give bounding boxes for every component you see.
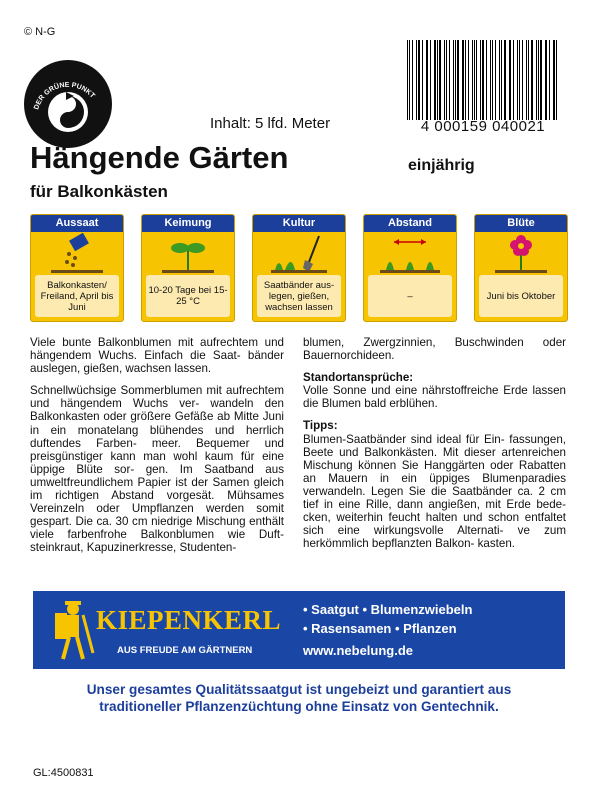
barcode-bar — [545, 40, 546, 120]
barcode-bars — [407, 40, 559, 120]
info-panel-abstand — [363, 214, 457, 322]
barcode-bar — [531, 40, 533, 120]
barcode-bar — [495, 40, 496, 120]
description-right-column — [303, 336, 566, 559]
panel-header: Kultur — [253, 215, 345, 232]
barcode-bar — [517, 40, 518, 120]
barcode-bar — [490, 40, 491, 120]
kiepenkerl-figure-icon — [49, 595, 97, 665]
barcode-bar — [455, 40, 456, 120]
tips-paragraph: Blumen-Saatbänder sind ideal für Ein- fassungen, Beete und Balkonkästen. Mit dieser artenreichen Mischung können Sie Hanggärten oder Rabatten an Mauern in ein üppiges Blumenparadies verwandeln. Legen Sie die Saatbänder ca. 2 cm tief in eine Rille, dann angießen, mit Erde bede- cken, weiterhin feucht halten und schon entfaltet sich eine wirkungsvolle Alternati- ve zum herkömmlich bepflanzten Balkon- kasten. — [303, 432, 566, 551]
barcode-bar — [546, 40, 547, 120]
brand-banner — [33, 591, 565, 669]
info-panel-keimung — [141, 214, 235, 322]
location-heading: Standortansprüche: — [303, 371, 414, 385]
barcode-bar — [412, 40, 413, 120]
barcode-bar — [449, 40, 450, 120]
intro-paragraph: Viele bunte Balkonblumen mit aufrechtem und hängendem Wuchs. Einfach die Saat- bänder auslegen, gießen, wachsen lassen. — [30, 336, 284, 376]
copyright-note: © N-G — [24, 26, 56, 38]
panel-text: Balkonkasten/ Freiland, April bis Juni — [35, 275, 119, 317]
barcode-bar — [453, 40, 454, 120]
barcode-bar — [474, 40, 475, 120]
barcode-bar — [427, 40, 428, 120]
annual-label: einjährig — [408, 157, 475, 174]
barcode-bar — [468, 40, 469, 120]
barcode-bar — [465, 40, 466, 120]
barcode-bar — [430, 40, 431, 120]
barcode-bar — [510, 40, 511, 120]
shovel-icon — [253, 232, 345, 272]
barcode-bar — [409, 40, 410, 120]
panel-header: Keimung — [142, 215, 234, 232]
barcode-bar — [538, 40, 539, 120]
barcode-bar — [476, 40, 477, 120]
barcode-bar — [556, 40, 557, 120]
barcode-bar — [480, 40, 481, 120]
info-panel-kultur — [252, 214, 346, 322]
barcode-bar — [549, 40, 550, 120]
panel-text: – — [368, 275, 452, 317]
seed-packet-icon — [31, 232, 123, 272]
barcode-bar — [509, 40, 510, 120]
barcode-bar — [492, 40, 493, 120]
continuation-paragraph: blumen, Zwergzinnien, Buschwinden oder Bauernorchideen. — [303, 336, 566, 363]
info-panel-bluete — [474, 214, 568, 322]
panel-text: 10-20 Tage bei 15-25 °C — [146, 275, 230, 317]
barcode-bar — [540, 40, 541, 120]
barcode-bar — [444, 40, 445, 120]
barcode-bar — [486, 40, 487, 120]
brand-name: KIEPENKERL — [96, 605, 282, 635]
barcode-bar — [499, 40, 500, 120]
barcode-bar — [519, 40, 520, 120]
description-left-column — [30, 336, 284, 564]
panel-header: Aussaat — [31, 215, 123, 232]
location-paragraph: Volle Sonne und eine nährstoffreiche Erde lassen die Blumen bald erblühen. — [303, 384, 566, 411]
green-dot-logo — [24, 60, 112, 148]
barcode-bar — [526, 40, 527, 120]
flower-icon — [475, 232, 567, 272]
website-url[interactable]: www.nebelung.de — [303, 643, 414, 658]
panel-text: Saatbänder aus- legen, gießen, wachsen lassen — [257, 275, 341, 317]
barcode-bar — [407, 40, 408, 120]
panel-text: Juni bis Oktober — [479, 275, 563, 317]
barcode-bar — [513, 40, 514, 120]
barcode-bar — [472, 40, 473, 120]
barcode-bar — [416, 40, 417, 120]
quality-statement-2: traditioneller Pflanzenzüchtung ohne Einsatz von Gentechnik. — [99, 699, 499, 714]
product-title: Hängende Gärten — [30, 140, 289, 175]
content-amount: Inhalt: 5 lfd. Meter — [210, 115, 331, 132]
barcode-bar — [501, 40, 502, 120]
green-dot-text: DER GRÜNE PUNKT — [33, 81, 96, 111]
product-line-1: • Saatgut • Blumenzwiebeln — [303, 602, 473, 617]
gl-code: GL:4500831 — [33, 767, 94, 779]
barcode-bar — [426, 40, 427, 120]
spacing-icon — [364, 232, 456, 272]
barcode-bar — [522, 40, 523, 120]
tips-heading: Tipps: — [303, 419, 338, 433]
barcode-number: 4 000159 040021 — [420, 118, 546, 135]
panel-header: Blüte — [475, 215, 567, 232]
barcode-bar — [434, 40, 435, 120]
info-panel-aussaat — [30, 214, 124, 322]
barcode-bar — [553, 40, 555, 120]
barcode-bar — [482, 40, 484, 120]
product-subtitle: für Balkonkästen — [30, 182, 168, 201]
brand-tagline: AUS FREUDE AM GÄRTNERN — [117, 645, 253, 656]
barcode-bar — [504, 40, 506, 120]
barcode-bar — [446, 40, 447, 120]
description-paragraph: Schnellwüchsige Sommerblumen mit aufrechtem und hängendem Wuchs ver- wandeln den Balkonkasten oder größere Gefäße ab Mitte Juni in ein monatelang blühendes und herrlich duftendes Farben- meer. Bequemer und preisgünstiger kann man wohl kaum für eine üppige Blüte sor- gen. Im Saatband aus umweltfreundlichem Papier ist der Samen gleich im richtigen Abstand vorgesät. Mühsames Vereinzeln oder Umpflanzen werden somit gespart. Die ca. 30 cm niedrige Mischung enthält viele farbenfrohe Balkonblumen wie Duft- steinkraut, Kapuzinerkresse, Studenten- — [30, 384, 284, 555]
barcode-bar — [418, 40, 420, 120]
quality-statement-1: Unser gesamtes Qualitätssaatgut ist ungebeizt und garantiert aus — [86, 682, 512, 697]
panel-header: Abstand — [364, 215, 456, 232]
barcode-bar — [422, 40, 423, 120]
barcode-bar — [439, 40, 441, 120]
barcode — [393, 40, 573, 135]
seedling-icon — [142, 232, 234, 272]
barcode-bar — [462, 40, 464, 120]
barcode-bar — [536, 40, 537, 120]
barcode-bar — [457, 40, 458, 120]
barcode-bar — [528, 40, 529, 120]
barcode-bar — [437, 40, 438, 120]
product-line-2: • Rasensamen • Pflanzen — [303, 621, 457, 636]
